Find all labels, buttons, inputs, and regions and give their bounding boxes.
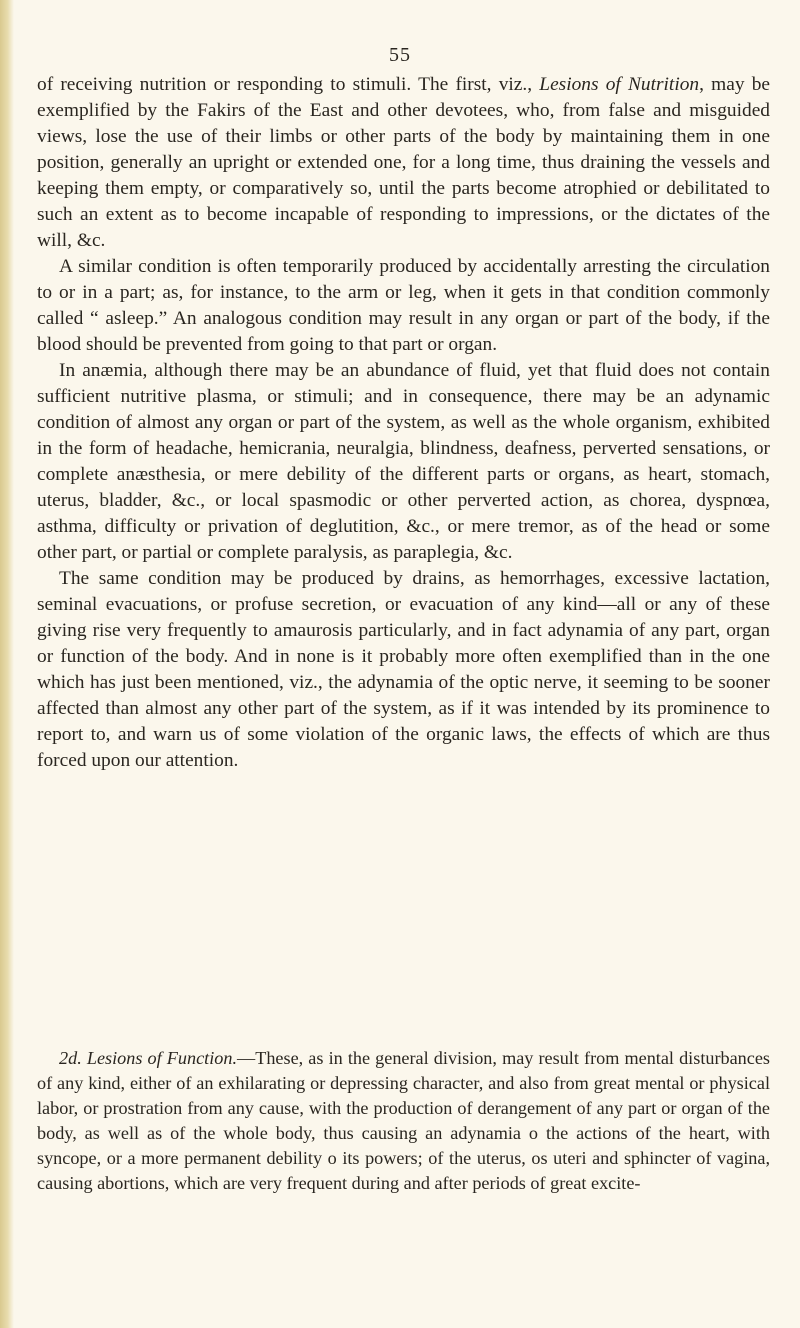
paragraph-rest: —These, as in the general division, may result from mental disturbances of any kind, either of an exhilarating or depressing character, and also from great mental or physical labor, or prostration from any cause, with the production of derangement of any part or organ of the body, as well as of the whole body, thus causing an adynamia o the actions of the heart, with syncope, or a more permanent debility o its powers; of the uterus, os uteri and sphincter of vagina, causing abortions, which are very frequent during and after periods of great excite- — [37, 1048, 770, 1193]
term-lesions-of-function: 2d. Lesions of Function. — [59, 1048, 238, 1068]
page-number: 55 — [389, 44, 411, 66]
body-text — [37, 72, 770, 774]
paragraph-lead: of receiving nutrition or responding to stimuli. The first, viz., — [37, 74, 540, 95]
paragraph-arrested-circulation: A similar condition is often temporarily produced by accidentally arresting the circulation to or in a part; as, for instance, to the arm or leg, when it gets in that condition commonly called “ asleep.” An analogous condition may result in any organ or part of the body, if the blood should be prevented from going to that part or organ. — [37, 256, 770, 355]
paragraph-anaemia: In anæmia, although there may be an abundance of fluid, yet that fluid does not contain sufficient nutritive plasma, or stimuli; and in consequence, there may be an adynamic condition of almost any organ or part of the system, as well as the whole organism, exhibited in the form of headache, hemicrania, neuralgia, blindness, deafness, perverted sensations, or complete anæsthesia, or mere debility of the different parts or organs, as heart, stomach, uterus, bladder, &c., or local spasmodic or other perverted action, as chorea, dyspnœa, asthma, difficulty or privation of deglutition, &c., or mere tremor, as of the head or some other part, or partial or complete paralysis, as paraplegia, &c. — [37, 360, 770, 563]
paragraph-lesions-of-nutrition — [37, 72, 770, 254]
paragraph-rest: , may be exemplified by the Fakirs of the East and other devotees, who, from false and misguided views, lose the use of their limbs or other parts of the body by maintaining them in one position, generally an upright or extended one, for a long time, thus draining the vessels and keeping them empty, or comparatively so, until the parts become atrophied or debilitated to such an extent as to become incapable of responding to impressions, or the dictates of the will, &c. — [37, 74, 771, 251]
paragraph-drains: The same condition may be produced by drains, as hemorrhages, excessive lactation, seminal evacuations, or profuse secretion, or evacuation of any kind—all or any of these giving rise very frequently to amaurosis particularly, and in fact adynamia of any part, organ or function of the body. And in none is it probably more often exemplified than in the one which has just been mentioned, viz., the adynamia of the optic nerve, it seeming to be sooner affected than almost any other part of the system, as if it was intended by its prominence to report to, and warn us of some violation of the organic laws, the effects of which are thus forced upon our attention. — [37, 568, 770, 771]
page-binding-edge — [0, 0, 14, 1328]
paragraph-lesions-of-function — [37, 1046, 770, 1196]
term-lesions-of-nutrition: Lesions of Nutrition — [539, 74, 700, 95]
